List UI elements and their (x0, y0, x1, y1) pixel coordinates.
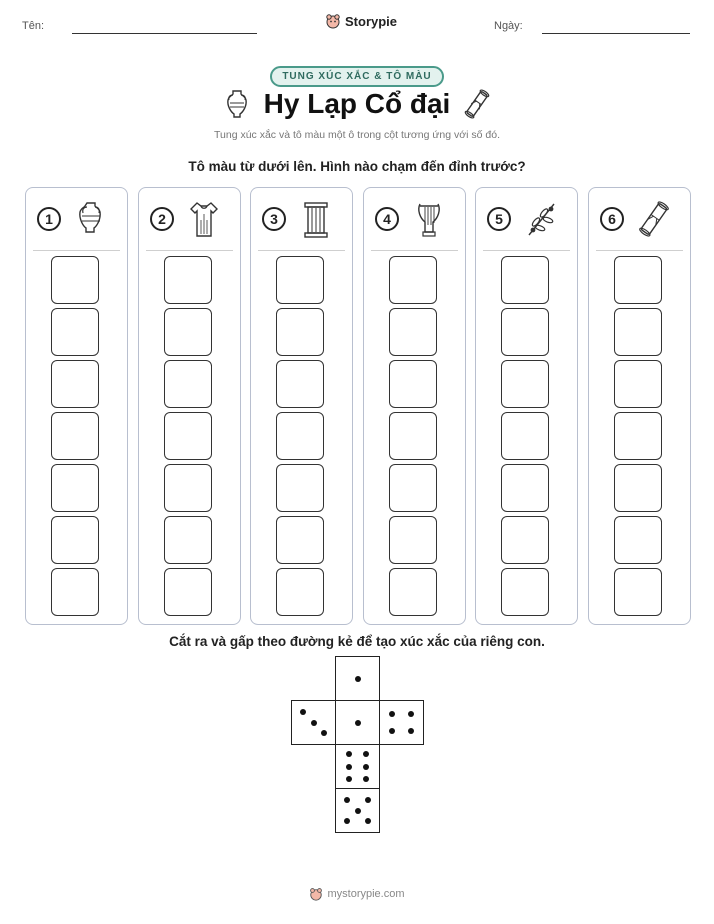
color-box[interactable] (51, 516, 99, 564)
dice-face-1 (335, 700, 380, 745)
dice-pip (363, 751, 369, 757)
color-box[interactable] (51, 256, 99, 304)
dice-pip (389, 711, 395, 717)
column-number: 6 (600, 207, 624, 231)
dice-pip (389, 728, 395, 734)
color-box[interactable] (276, 412, 324, 460)
color-box[interactable] (389, 412, 437, 460)
column-4 (363, 187, 466, 625)
column-5 (475, 187, 578, 625)
color-box[interactable] (276, 516, 324, 564)
tunic-icon (187, 200, 221, 238)
dice-face-3 (291, 700, 336, 745)
color-box[interactable] (276, 308, 324, 356)
column-1 (25, 187, 128, 625)
dice-pip (346, 751, 352, 757)
color-box[interactable] (501, 516, 549, 564)
dice-face-4 (379, 700, 424, 745)
color-box[interactable] (276, 256, 324, 304)
color-box[interactable] (501, 308, 549, 356)
page-title: Hy Lạp Cổ đại (263, 88, 451, 119)
color-box[interactable] (501, 412, 549, 460)
color-box[interactable] (614, 516, 662, 564)
column-number: 2 (150, 207, 174, 231)
color-box[interactable] (389, 360, 437, 408)
dice-pip (355, 808, 361, 814)
color-box[interactable] (614, 308, 662, 356)
amphora-icon (74, 200, 108, 238)
dice-pip (311, 720, 317, 726)
lyre-icon (412, 200, 446, 238)
name-line[interactable] (72, 33, 257, 34)
dice-face-1 (335, 656, 380, 701)
dice-pip (300, 709, 306, 715)
footer (309, 887, 404, 901)
cut-instruction: Cắt ra và gấp theo đường kẻ để tạo xúc xắc của riêng con. (169, 634, 545, 649)
color-box[interactable] (614, 256, 662, 304)
column-divider (146, 250, 233, 251)
dice-pip (321, 730, 327, 736)
color-box[interactable] (501, 360, 549, 408)
color-box[interactable] (614, 360, 662, 408)
color-box[interactable] (164, 516, 212, 564)
column-divider (371, 250, 458, 251)
page-subtitle: Tung xúc xắc và tô màu một ô trong cột tương ứng với số đó. (214, 129, 500, 141)
dice-pip (355, 720, 361, 726)
storypie-mascot-icon (309, 887, 323, 901)
color-box[interactable] (389, 516, 437, 564)
color-box[interactable] (389, 464, 437, 512)
brand-logo (325, 13, 397, 29)
column-number: 3 (262, 207, 286, 231)
color-box[interactable] (389, 256, 437, 304)
color-box[interactable] (51, 412, 99, 460)
color-box[interactable] (389, 308, 437, 356)
column-3 (250, 187, 353, 625)
brand-name: Storypie (345, 13, 398, 29)
color-box[interactable] (276, 568, 324, 616)
coloring-instruction: Tô màu từ dưới lên. Hình nào chạm đến đỉnh trước? (188, 159, 526, 174)
storypie-mascot-icon (325, 13, 341, 29)
dice-face-5 (335, 788, 380, 833)
color-box[interactable] (501, 568, 549, 616)
footer-url: mystorypie.com (327, 888, 405, 900)
dice-pip (346, 776, 352, 782)
scroll-icon (637, 200, 671, 238)
scroll-icon (464, 88, 490, 120)
column-2 (138, 187, 241, 625)
column-icon (299, 200, 333, 238)
column-number: 5 (487, 207, 511, 231)
color-box[interactable] (614, 412, 662, 460)
dice-pip (346, 764, 352, 770)
color-box[interactable] (51, 464, 99, 512)
dice-pip (344, 797, 350, 803)
color-box[interactable] (164, 464, 212, 512)
dice-pip (363, 764, 369, 770)
color-box[interactable] (614, 464, 662, 512)
color-box[interactable] (501, 256, 549, 304)
color-box[interactable] (614, 568, 662, 616)
olive-branch-icon (524, 200, 558, 238)
date-label: Ngày: (494, 20, 523, 32)
color-box[interactable] (51, 360, 99, 408)
column-divider (483, 250, 570, 251)
color-box[interactable] (51, 308, 99, 356)
dice-pip (408, 728, 414, 734)
color-box[interactable] (164, 412, 212, 460)
dice-pip (363, 776, 369, 782)
column-number: 1 (37, 207, 61, 231)
column-divider (596, 250, 683, 251)
dice-pip (365, 797, 371, 803)
color-box[interactable] (276, 464, 324, 512)
amphora-icon (224, 88, 250, 120)
color-box[interactable] (501, 464, 549, 512)
color-box[interactable] (164, 568, 212, 616)
color-box[interactable] (164, 256, 212, 304)
column-number: 4 (375, 207, 399, 231)
color-box[interactable] (51, 568, 99, 616)
dice-pip (365, 818, 371, 824)
name-label: Tên: (22, 20, 45, 32)
column-divider (258, 250, 345, 251)
dice-pip (344, 818, 350, 824)
color-box[interactable] (164, 360, 212, 408)
date-line[interactable] (542, 33, 690, 34)
column-divider (33, 250, 120, 251)
dice-face-6 (335, 744, 380, 789)
activity-badge: TUNG XÚC XẮC & TÔ MÀU (270, 66, 443, 87)
color-box[interactable] (389, 568, 437, 616)
dice-pip (355, 676, 361, 682)
color-box[interactable] (164, 308, 212, 356)
column-6 (588, 187, 691, 625)
color-box[interactable] (276, 360, 324, 408)
dice-pip (408, 711, 414, 717)
